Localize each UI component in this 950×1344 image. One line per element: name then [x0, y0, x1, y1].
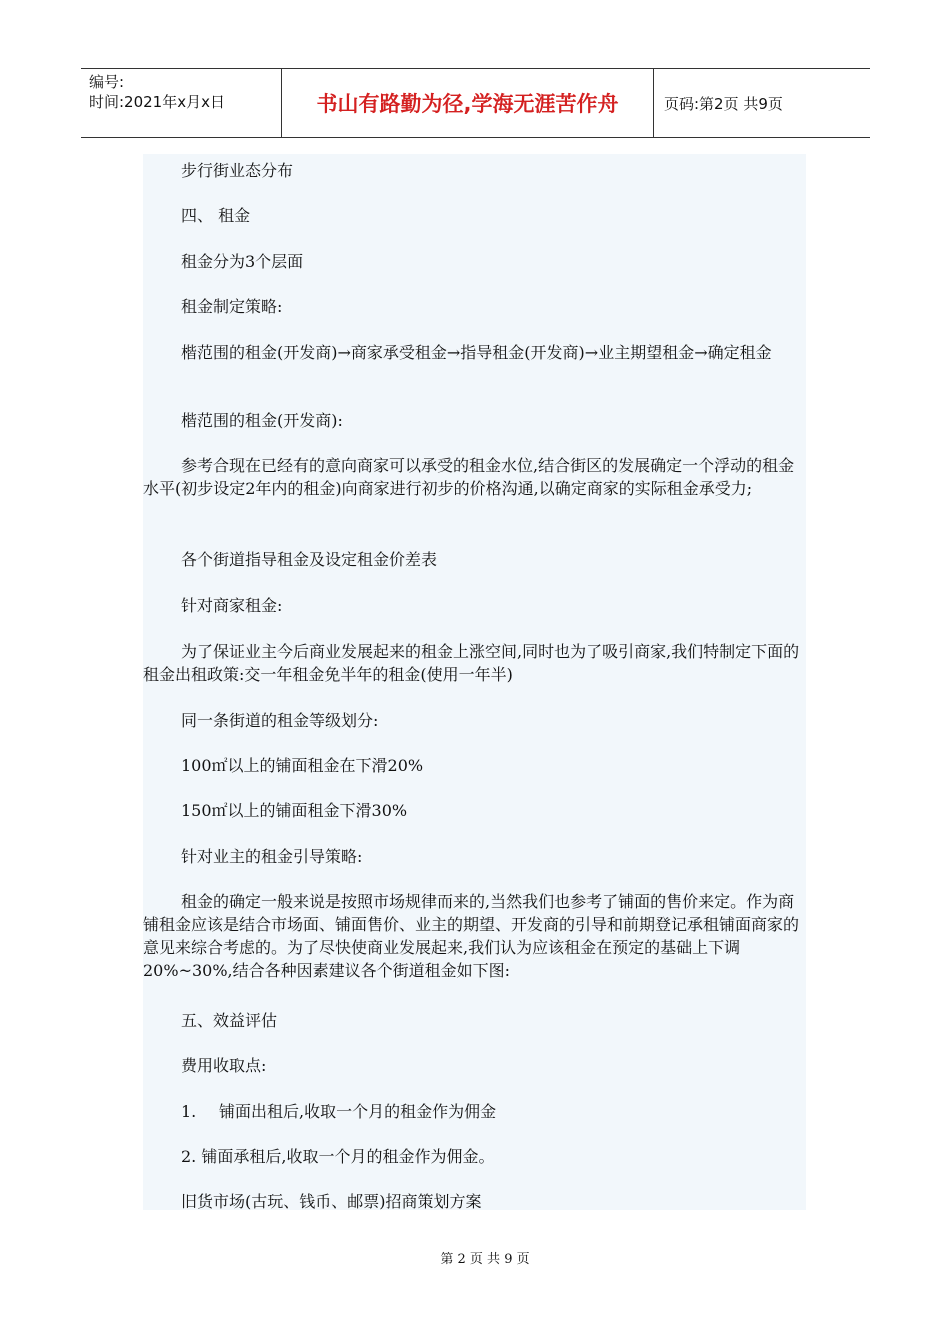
list-item: 2. 铺面承租后,收取一个月的租金作为佣金。 [181, 1147, 495, 1166]
header-meta [81, 69, 282, 137]
header-motto: 书山有路勤为径,学海无涯苦作舟 [282, 69, 654, 137]
paragraph: 针对商家租金: [181, 596, 283, 615]
document-number-label: 编号: [89, 73, 125, 91]
header-page-number: 页码:第2页 共9页 [664, 94, 783, 113]
paragraph: 楷范围的租金(开发商): [181, 411, 343, 430]
section-heading: 四、 租金 [181, 206, 251, 225]
paragraph: 为了保证业主今后商业发展起来的租金上涨空间,同时也为了吸引商家,我们特制定下面的租金出租政策:交一年租金免半年的租金(使用一年半) [143, 642, 800, 684]
page-header [81, 68, 870, 138]
paragraph: 租金分为3个层面 [181, 252, 304, 271]
paragraph: 步行街业态分布 [181, 161, 294, 180]
section-heading: 五、效益评估 [181, 1011, 278, 1030]
paragraph: 楷范围的租金(开发商)→商家承受租金→指导租金(开发商)→业主期望租金→确定租金 [181, 343, 772, 362]
paragraph: 租金的确定一般来说是按照市场规律而来的,当然我们也参考了铺面的售价来定。作为商铺租金应该是结合市场面、铺面售价、业主的期望、开发商的引导和前期登记承租铺面商家的意见来综合考虑的。为了尽快使商业发展起来,我们认为应该租金在预定的基础上下调20%~30%,结合各种因素建议各个街道租金如下图: [143, 892, 800, 980]
paragraph: 旧货市场(古玩、钱币、邮票)招商策划方案 [181, 1192, 482, 1211]
paragraph: 150㎡以上的铺面租金下滑30% [181, 801, 408, 820]
document-time-label: 时间:2021年x月x日 [89, 93, 225, 111]
paragraph: 100㎡以上的铺面租金在下滑20% [181, 756, 424, 775]
paragraph: 各个街道指导租金及设定租金价差表 [181, 550, 438, 569]
list-number: 1. [181, 1102, 197, 1121]
paragraph: 针对业主的租金引导策略: [181, 847, 363, 866]
list-item-text: 铺面出租后,收取一个月的租金作为佣金 [219, 1102, 497, 1121]
paragraph: 租金制定策略: [181, 297, 283, 316]
list-item [143, 1100, 806, 1123]
paragraph: 参考合现在已经有的意向商家可以承受的租金水位,结合街区的发展确定一个浮动的租金水平(初步设定2年内的租金)向商家进行初步的价格沟通,以确定商家的实际租金承受力; [143, 456, 795, 498]
paragraph: 费用收取点: [181, 1056, 267, 1075]
page-footer: 第 2 页 共 9 页 [440, 1252, 530, 1267]
document-body [143, 154, 806, 1210]
paragraph: 同一条街道的租金等级划分: [181, 711, 379, 730]
